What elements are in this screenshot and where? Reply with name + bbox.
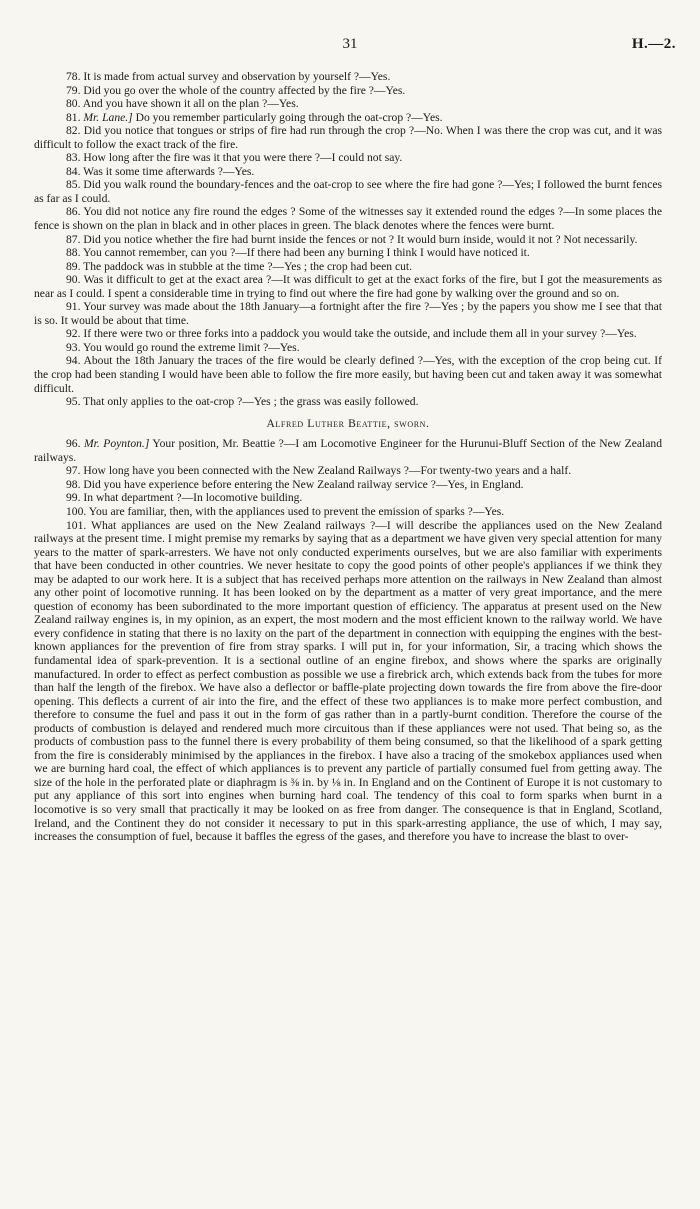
testimony-paragraph: 91. Your survey was made about the 18th January—a fortnight after the fire ?—Yes ; by the papers you show me I see that that is so. It would be about that time. [34, 300, 662, 327]
testimony-paragraph: 89. The paddock was in stubble at the time ?—Yes ; the crop had been cut. [66, 259, 413, 273]
speaker-label: Mr. Lane.] [83, 110, 133, 124]
document-body [34, 70, 662, 844]
testimony-paragraph: 88. You cannot remember, can you ?—If there had been any burning I think I would have noticed it. [66, 246, 530, 260]
testimony-paragraph: 97. How long have you been connected with the New Zealand Railways ?—For twenty-two years and a half. [66, 464, 572, 478]
testimony-paragraph [34, 111, 662, 125]
page-header [0, 36, 700, 58]
testimony-paragraph: 80. And you have shown it all on the plan ?—Yes. [66, 97, 299, 111]
testimony-paragraph: 92. If there were two or three forks into a paddock you would take the outside, and include them all in your survey ?—Yes. [66, 327, 637, 341]
paragraph-text: Your position, Mr. Beattie ?—I am Locomotive Engineer for the Hurunui-Bluff Section of the New Zealand railways. [34, 437, 663, 464]
question-number: 96. [66, 437, 84, 451]
testimony-paragraph: 84. Was it some time afterwards ?—Yes. [66, 164, 255, 178]
testimony-paragraph: 99. In what department ?—In locomotive building. [66, 491, 303, 505]
document-reference: H.—2. [631, 36, 676, 52]
testimony-paragraph: 78. It is made from actual survey and observation by yourself ?—Yes. [66, 70, 391, 83]
paragraph-text: Do you remember particularly going through the oat-crop ?—Yes. [132, 110, 443, 124]
speaker-label: Mr. Poynton.] [84, 437, 150, 451]
testimony-paragraph: 87. Did you notice whether the fire had burnt inside the fences or not ? It would burn inside, would it not ? Not necessarily. [66, 232, 638, 246]
testimony-paragraph: 98. Did you have experience before entering the New Zealand railway service ?—Yes, in England. [66, 477, 524, 491]
testimony-paragraph: 82. Did you notice that tongues or strips of fire had run through the crop ?—No. When I was there the crop was cut, and it was difficult to follow the exact track of the fire. [34, 124, 662, 151]
testimony-paragraph: 94. About the 18th January the traces of the fire would be clearly defined ?—Yes, with the exception of the crop being cut. If the crop had been standing I would have been able to follow the fire more easily, but having been cut and taken away it was somewhat difficult. [34, 354, 662, 395]
testimony-paragraph: 101. What appliances are used on the New Zealand railways ?—I will describe the appliances used on the New Zealand railways at the present time. I might premise my remarks by saying that as a department we have given very special attention for many years to the matter of spark-arresters. We have not only conducted experiments ourselves, but we are also familiar with experiments that have been conducted in other countries. We never hesitate to copy the good points of other people's appliances if we think they may be adapted to our work here. It is a subject that has received perhaps more attention on the railways in New Zealand than almost any other point of locomotive running. It has been looked on by the department as a matter of very great importance, and the mere question of economy has been subordinated to the more important question of efficiency. The apparatus at present used on the New Zealand railway engines is, in my opinion, as an expert, the most modern and the most efficient known to the railway world. We have every confidence in stating that there is no laxity on the part of the department in connection with equipping the engines with the best-known appliances for the prevention of fire from stray sparks. I will put in, for your information, Sir, a tracing which shows the fundamental idea of spark-prevention. It is a sectional outline of an engine firebox, and shows where the sparks are originally manufactured. In order to effect as perfect combustion as possible we use a firebrick arch, which extends back from the tubes for more than half the length of the firebox. We have also a deflector or baffle-plate projecting down towards the fire from above the fire-door opening. This deflects a current of air into the fire, and the effect of these two appliances is to make more perfect combustion, and therefore to consume the fuel and pass it out in the form of gas rather than in a partly-burnt condition. Therefore the course of the products of combustion is delayed and rendered much more circuitous than if these appliances were not used. That being so, as the products of combustion pass to the funnel there is every probability of them being consumed, so that the likelihood of a spark getting from the fire is considerably minimised by the appliances in the firebox. I have also a tracing of the smokebox appliances used when we are burning hard coal, the effect of which appliances is to prevent any particle of partially consumed fuel from getting away. The size of the hole in the perforated plate or diaphragm is ⅜ in. by ⅛ in. In England and on the Continent of Europe it is not customary to put any appliance of this sort into engines when burning hard coal. The tendency of this coal to form sparks when burnt in a locomotive is so very small that practically it may be looked on as free from danger. The consequence is that in England, Scotland, Ireland, and the Continent they do not consider it necessary to put in this spark-arresting appliance, the use of which, I may say, increases the consumption of fuel, because it baffles the egress of the gases, and therefore you have to increase the blast to over- [34, 518, 662, 844]
testimony-paragraph: 79. Did you go over the whole of the country affected by the fire ?—Yes. [66, 83, 406, 97]
testimony-paragraph: 83. How long after the fire was it that you were there ?—I could not say. [66, 151, 403, 165]
testimony-paragraph: 86. You did not notice any fire round the edges ? Some of the witnesses say it extended round the edges ?—In some places the fence is shown on the plan in black and in other places in green. The black denotes where the fences were burnt. [34, 205, 662, 233]
question-number: 81. [66, 110, 84, 124]
page-number: 31 [342, 36, 358, 52]
testimony-paragraph: 100. You are familiar, then, with the appliances used to prevent the emission of sparks ?—Yes. [66, 504, 505, 518]
testimony-paragraph: 85. Did you walk round the boundary-fences and the oat-crop to see where the fire had gone ?—Yes; I followed the burnt fences as far as I could. [34, 178, 662, 205]
testimony-paragraph: 95. That only applies to the oat-crop ?—Yes ; the grass was easily followed. [66, 395, 419, 409]
testimony-paragraph: 90. Was it difficult to get at the exact area ?—It was difficult to get at the exact forks of the fire, but I got the measurements as near as I could. I spent a considerable time in trying to find out where the fire had gone by walking over the ground and so on. [34, 273, 662, 300]
testimony-paragraph: 93. You would go round the extreme limit ?—Yes. [66, 340, 300, 354]
witness-heading: Alfred Luther Beattie, sworn. [266, 416, 430, 430]
testimony-paragraph [34, 437, 662, 464]
